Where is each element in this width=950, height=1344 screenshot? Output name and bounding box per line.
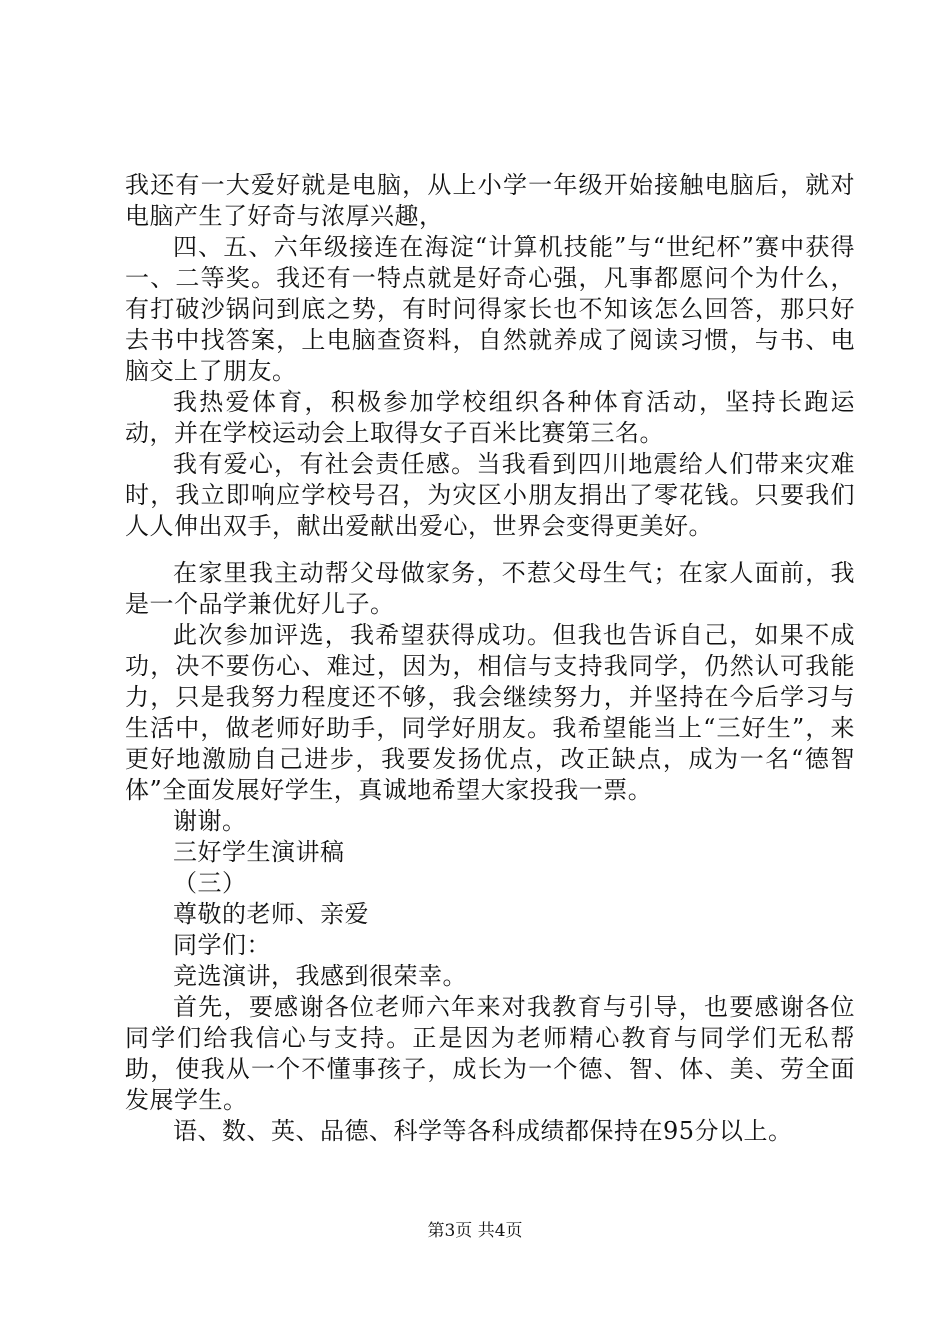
paragraph-charity: 我有爱心，有社会责任感。当我看到四川地震给人们带来灾难时，我立即响应学校号召，为灾区小朋友捐出了零花钱。只要我们人人伸出双手，献出爱献出爱心，世界会变得更美好。	[125, 450, 855, 540]
section-number: （三）	[173, 869, 247, 897]
paragraph-gratitude: 首先，要感谢各位老师六年来对我教育与引导，也要感谢各位同学们给我信心与支持。正是因为老师精心教育与同学们无私帮助，使我从一个不懂事孩子，成长为一个德、智、体、美、劳全面发展学生。	[125, 993, 855, 1114]
salutation-classmates: 同学们：	[173, 931, 271, 959]
paragraph-thanks: 谢谢。	[173, 807, 247, 835]
paragraph-computer-hobby: 我还有一大爱好就是电脑，从上小学一年级开始接触电脑后，就对电脑产生了好奇与浓厚兴趣，	[125, 171, 855, 230]
page-number-footer: 第3页 共4页	[427, 1221, 523, 1241]
paragraph-honored: 竞选演讲，我感到很荣幸。	[173, 962, 467, 990]
paragraph-computer-awards: 四、五、六年级接连在海淀“计算机技能”与“世纪杯”赛中获得一、二等奖。我还有一特点就是好奇心强，凡事都愿问个为什么，有打破沙锅问到底之势，有时问得家长也不知该怎么回答，那只好去书中找答案，上电脑查资料，自然就养成了阅读习惯，与书、电脑交上了朋友。	[125, 233, 855, 385]
salutation-teachers: 尊敬的老师、亲爱	[173, 900, 369, 928]
paragraph-family: 在家里我主动帮父母做家务，不惹父母生气；在家人面前，我是一个品学兼优好儿子。	[125, 559, 855, 618]
section-title: 三好学生演讲稿	[173, 838, 345, 866]
document-body	[125, 170, 855, 1147]
paragraph-sports: 我热爱体育，积极参加学校组织各种体育活动，坚持长跑运动，并在学校运动会上取得女子百米比赛第三名。	[125, 388, 855, 447]
paragraph-grades: 语、数、英、品德、科学等各科成绩都保持在95分以上。	[173, 1117, 793, 1145]
paragraph-election-hope: 此次参加评选，我希望获得成功。但我也告诉自己，如果不成功，决不要伤心、难过，因为，相信与支持我同学，仍然认可我能力，只是我努力程度还不够，我会继续努力，并坚持在今后学习与生活中，做老师好助手，同学好朋友。我希望能当上“三好生”，来更好地激励自己进步，我要发扬优点，改正缺点，成为一名“德智体”全面发展好学生，真诚地希望大家投我一票。	[125, 621, 855, 804]
